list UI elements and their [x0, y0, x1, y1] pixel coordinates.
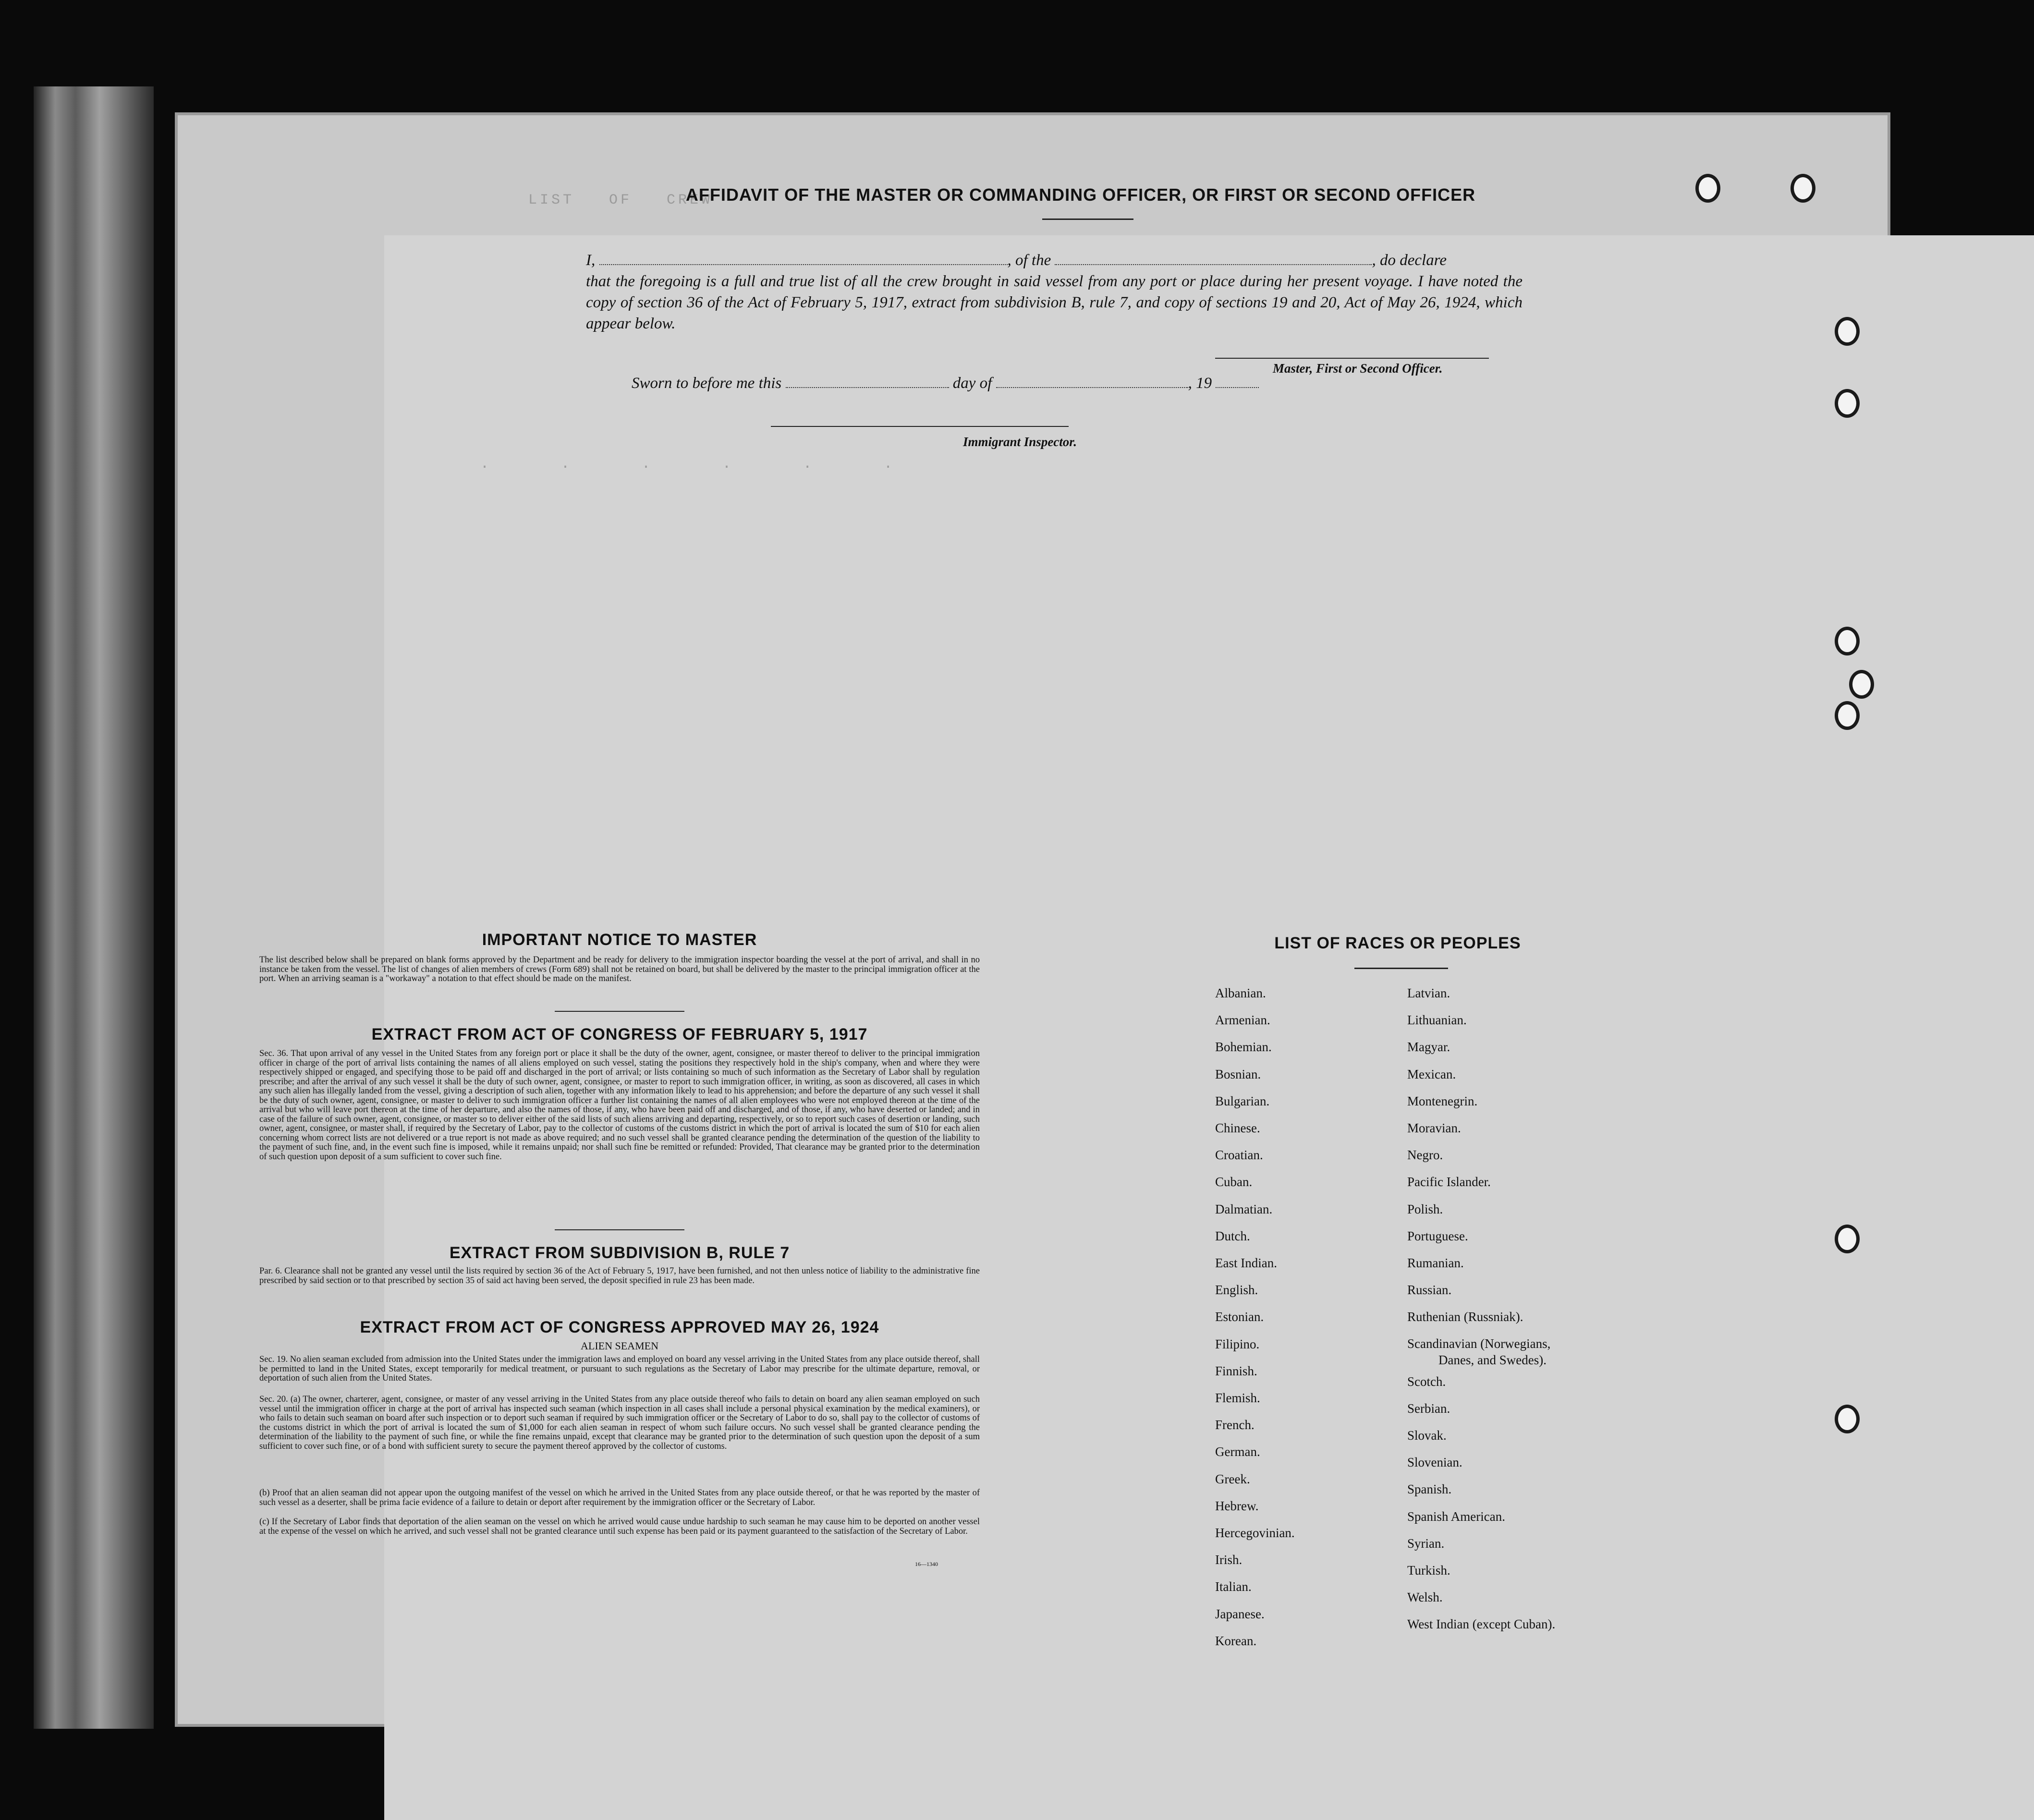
race-item: Lithuanian.	[1407, 1013, 1467, 1028]
race-item: Montenegrin.	[1407, 1093, 1478, 1108]
race-item: Korean.	[1215, 1633, 1257, 1648]
race-item: Welsh.	[1407, 1590, 1443, 1605]
race-item: Portuguese.	[1407, 1228, 1468, 1243]
race-item: Slovenian.	[1407, 1455, 1462, 1470]
rule7-text: Par. 6. Clearance shall not be granted any vessel until the lists required by section 36 of the Act of February 5, 1917, have been furnished, and not then unless notice of liability to the administrative fine prescribed by said section or to that prescribed by section 35 of said act having been served, the deposit specified in rule 23 has been made.	[259, 1266, 980, 1286]
races-rule	[1354, 968, 1448, 969]
race-item: English.	[1215, 1283, 1258, 1298]
affidavit-text	[586, 250, 1522, 334]
rule7-title: EXTRACT FROM SUBDIVISION B, RULE 7	[449, 1244, 790, 1262]
act1924-sec20a: Sec. 20. (a) The owner, charterer, agent, consignee, or master of any vessel arriving in the United States from any place outside thereof who fails to detain on board any alien seaman employed on such vessel until the immigration officer in charge at the port of arrival has inspected such seaman (which inspection in all cases shall include a personal physical examination by the medical examiners), or who fails to detain such seaman on board after such inspection or to deport such seaman if required by such immigration officer or the Secretary of Labor to do so, shall pay to the collector of customs of the customs district in which the port of arrival is located the sum of $1,000 for each alien seaman in respect of whom such failure occurs. No such vessel shall be granted clearance pending the determination of the liability to the payment of such fine, or while the fine remains unpaid, except that clearance may be granted prior to the determination of such question upon the deposit of a sum sufficient to cover such fine, or of a bond with sufficient surety to secure the payment thereof approved by the collector of customs.	[259, 1395, 980, 1451]
races-column-1	[1215, 980, 1295, 1654]
race-item: Spanish.	[1407, 1482, 1452, 1497]
notice-title: IMPORTANT NOTICE TO MASTER	[482, 931, 757, 949]
race-item: Serbian.	[1407, 1401, 1450, 1416]
race-item: Cuban.	[1215, 1175, 1253, 1189]
act1924-sec19: Sec. 19. No alien seaman excluded from admission into the United States under the immigration laws and employed on board any vessel arriving in the United States from any place outside thereof, shall be permitted to land in the United States, except temporarily for medical treatment, or pursuant to such regulations as the Secretary of Labor may prescribe for the ultimate departure, removal, or deportation of such alien from the United States.	[259, 1355, 980, 1383]
races-column-2	[1407, 980, 1555, 1638]
race-item: Dalmatian.	[1215, 1201, 1273, 1216]
bleed-through-header: LIST OF CREW	[528, 192, 713, 208]
notice-text: The list described below shall be prepared on blank forms approved by the Department and be ready for delivery to the immigration inspector boarding the vessel at the port of arrival, and shall in no instance be taken from the vessel. The list of changes of alien members of crews (Form 689) shall not be retained on board, but shall be delivered by the master to the principal immigration officer at the port. When an arriving seaman is a "workaway" a notation to that effect should be made on the manifest.	[259, 955, 980, 983]
punch-hole	[1835, 1225, 1860, 1253]
sworn-year: , 19	[1188, 375, 1212, 392]
act1924-title: EXTRACT FROM ACT OF CONGRESS APPROVED MAY 26, 1924	[360, 1318, 879, 1336]
punch-hole	[1695, 174, 1720, 203]
race-item: Bulgarian.	[1215, 1093, 1270, 1108]
race-item: Danes, and Swedes).	[1438, 1352, 1547, 1367]
punch-hole	[1835, 317, 1860, 346]
race-item: French.	[1215, 1418, 1255, 1432]
sworn-date-blank[interactable]	[786, 376, 949, 388]
race-item: Russian.	[1407, 1283, 1452, 1298]
punch-hole	[1849, 670, 1874, 699]
affidavit-declare: , do declare	[1372, 252, 1447, 269]
race-item: Moravian.	[1407, 1121, 1461, 1136]
act1917-text: Sec. 36. That upon arrival of any vessel in the United States from any foreign port or place it shall be the duty of the owner, agent, consignee, or master thereof to deliver to the principal immigration officer in charge of the port of arrival lists containing the names of all aliens employed on such vessel, stating the positions they respectively hold in the ship's company, when and where they were respectively shipped or engaged, and specifying those to be paid off and discharged in the port of arrival; or lists containing so much of such information as the Secretary of Labor shall by regulation prescribe; and after the arrival of any such vessel it shall be the duty of such owner, agent, consignee, or master to report to such immigration officer, in writing, as soon as discovered, all cases in which any such alien has illegally landed from the vessel, giving a description of such alien, together with any information likely to lead to his apprehension; and before the departure of any such vessel it shall be the duty of such owner, agent, consignee, or master to deliver to such immigration officer a further list containing the names of all alien employees who were not employed thereon at the time of the arrival but who will leave port thereon at the time of her departure, and also the names of those, if any, who have been paid off and discharged, and of those, if any, who have deserted or landed; and in case of the failure of such owner, agent, consignee, or master so to deliver either of the said lists of such aliens arriving and departing, respectively, or so to report such cases of desertion or landing, such owner, agent, consignee, or master shall, if required by the Secretary of Labor, pay to the collector of customs of the customs district in which the port of arrival is located the sum of $10 for each alien concerning whom correct lists are not delivered or a true report is not made as above required; and no such vessel shall be granted clearance pending the determination of the question of the liability to the payment of such fine, and, in the event such fine is imposed, while it remains unpaid; nor shall such fine be remitted or refunded: Provided, That clearance may be granted prior to the determination of such question upon deposit of a sum sufficient to cover such fine.	[259, 1049, 980, 1162]
race-item: Slovak.	[1407, 1428, 1447, 1443]
race-item: West Indian (except Cuban).	[1407, 1617, 1556, 1632]
race-item: Croatian.	[1215, 1148, 1263, 1163]
act1924-sec20b: (b) Proof that an alien seaman did not appear upon the outgoing manifest of the vessel on which he arrived in the United States from any place outside thereof, or that he was reported by the master of such vessel as a deserter, shall be prima facie evidence of a failure to detain or deport after requirement by the immigration officer or the Secretary of Labor.	[259, 1488, 980, 1507]
bleed-through-row: . . . . . .	[480, 456, 896, 473]
race-item: Chinese.	[1215, 1121, 1260, 1136]
vessel-blank[interactable]	[1055, 254, 1372, 265]
title-rule	[1042, 218, 1133, 220]
race-item: Negro.	[1407, 1148, 1443, 1163]
inspector-signature-line[interactable]	[771, 426, 1069, 427]
sworn-month-blank[interactable]	[996, 376, 1188, 388]
race-item: Polish.	[1407, 1201, 1443, 1216]
affidavit-of-the: , of the	[1007, 252, 1051, 269]
race-item: Filipino.	[1215, 1336, 1260, 1351]
affidavit-title: AFFIDAVIT OF THE MASTER OR COMMANDING OFFICER, OR FIRST OR SECOND OFFICER	[685, 185, 1476, 205]
punch-hole	[1835, 627, 1860, 655]
race-item: Greek.	[1215, 1471, 1250, 1486]
race-item: Japanese.	[1215, 1606, 1265, 1621]
sworn-line	[632, 375, 1259, 392]
act1917-title: EXTRACT FROM ACT OF CONGRESS OF FEBRUARY 5, 1917	[371, 1025, 868, 1043]
race-item: Pacific Islander.	[1407, 1175, 1491, 1189]
act1924-subtitle: ALIEN SEAMEN	[581, 1340, 658, 1352]
race-item: Latvian.	[1407, 986, 1450, 1000]
master-signature-line[interactable]	[1215, 358, 1489, 359]
race-item: German.	[1215, 1444, 1260, 1459]
race-item: Spanish American.	[1407, 1509, 1505, 1524]
race-item: Irish.	[1215, 1553, 1242, 1567]
punch-hole	[1835, 701, 1860, 730]
race-item: Turkish.	[1407, 1563, 1450, 1578]
race-item: Bosnian.	[1215, 1067, 1261, 1081]
affidavit-i: I,	[586, 252, 596, 269]
inspector-label: Immigrant Inspector.	[963, 435, 1077, 449]
name-blank[interactable]	[599, 254, 1008, 265]
section-rule	[555, 1229, 684, 1230]
race-item: Hercegovinian.	[1215, 1526, 1295, 1541]
section-rule	[555, 1011, 684, 1012]
sworn-year-blank[interactable]	[1216, 376, 1259, 388]
race-item: Finnish.	[1215, 1363, 1257, 1378]
scanner-edge	[34, 86, 154, 1729]
sworn-prefix: Sworn to before me this	[632, 375, 782, 392]
race-item: Scotch.	[1407, 1374, 1446, 1389]
affidavit-line1	[586, 250, 1522, 271]
races-title: LIST OF RACES OR PEOPLES	[1274, 934, 1521, 952]
race-item: Estonian.	[1215, 1310, 1264, 1324]
affidavit-body: that the foregoing is a full and true list of all the crew brought in said vessel from any port or place during her present voyage. I have noted the copy of section 36 of the Act of February 5, 1917, extract from subdivision B, rule 7, and copy of sections 19 and 20, Act of May 26, 1924, which appear below.	[586, 273, 1522, 332]
race-item: Scandinavian (Norwegians,	[1407, 1336, 1551, 1351]
race-item: Italian.	[1215, 1579, 1252, 1594]
race-item: Bohemian.	[1215, 1040, 1272, 1055]
master-signature-label: Master, First or Second Officer.	[1273, 361, 1443, 376]
sworn-day: day of	[952, 375, 992, 392]
punch-hole	[1790, 174, 1815, 203]
race-item: Ruthenian (Russniak).	[1407, 1310, 1523, 1324]
race-item: Magyar.	[1407, 1040, 1450, 1055]
race-item: Rumanian.	[1407, 1256, 1464, 1271]
race-item: Albanian.	[1215, 986, 1266, 1000]
race-item: Dutch.	[1215, 1228, 1250, 1243]
race-item: Armenian.	[1215, 1013, 1270, 1028]
punch-hole	[1835, 389, 1860, 418]
race-item: Hebrew.	[1215, 1498, 1259, 1513]
act1924-sec20c: (c) If the Secretary of Labor finds that deportation of the alien seaman on the vessel on which he arrived would cause undue hardship to such seaman he may cause him to be deported on another vessel at the expense of the vessel on which he arrived, and such vessel shall not be granted clearance until such expense has been paid or its payment guaranteed to the satisfaction of the Secretary of Labor.	[259, 1517, 980, 1536]
race-item: Flemish.	[1215, 1391, 1260, 1406]
punch-hole	[1835, 1405, 1860, 1433]
document-page	[178, 115, 1888, 1724]
form-number: 16—1340	[915, 1561, 938, 1567]
race-item: Syrian.	[1407, 1536, 1445, 1551]
race-item: Mexican.	[1407, 1067, 1456, 1081]
race-item: East Indian.	[1215, 1256, 1277, 1271]
